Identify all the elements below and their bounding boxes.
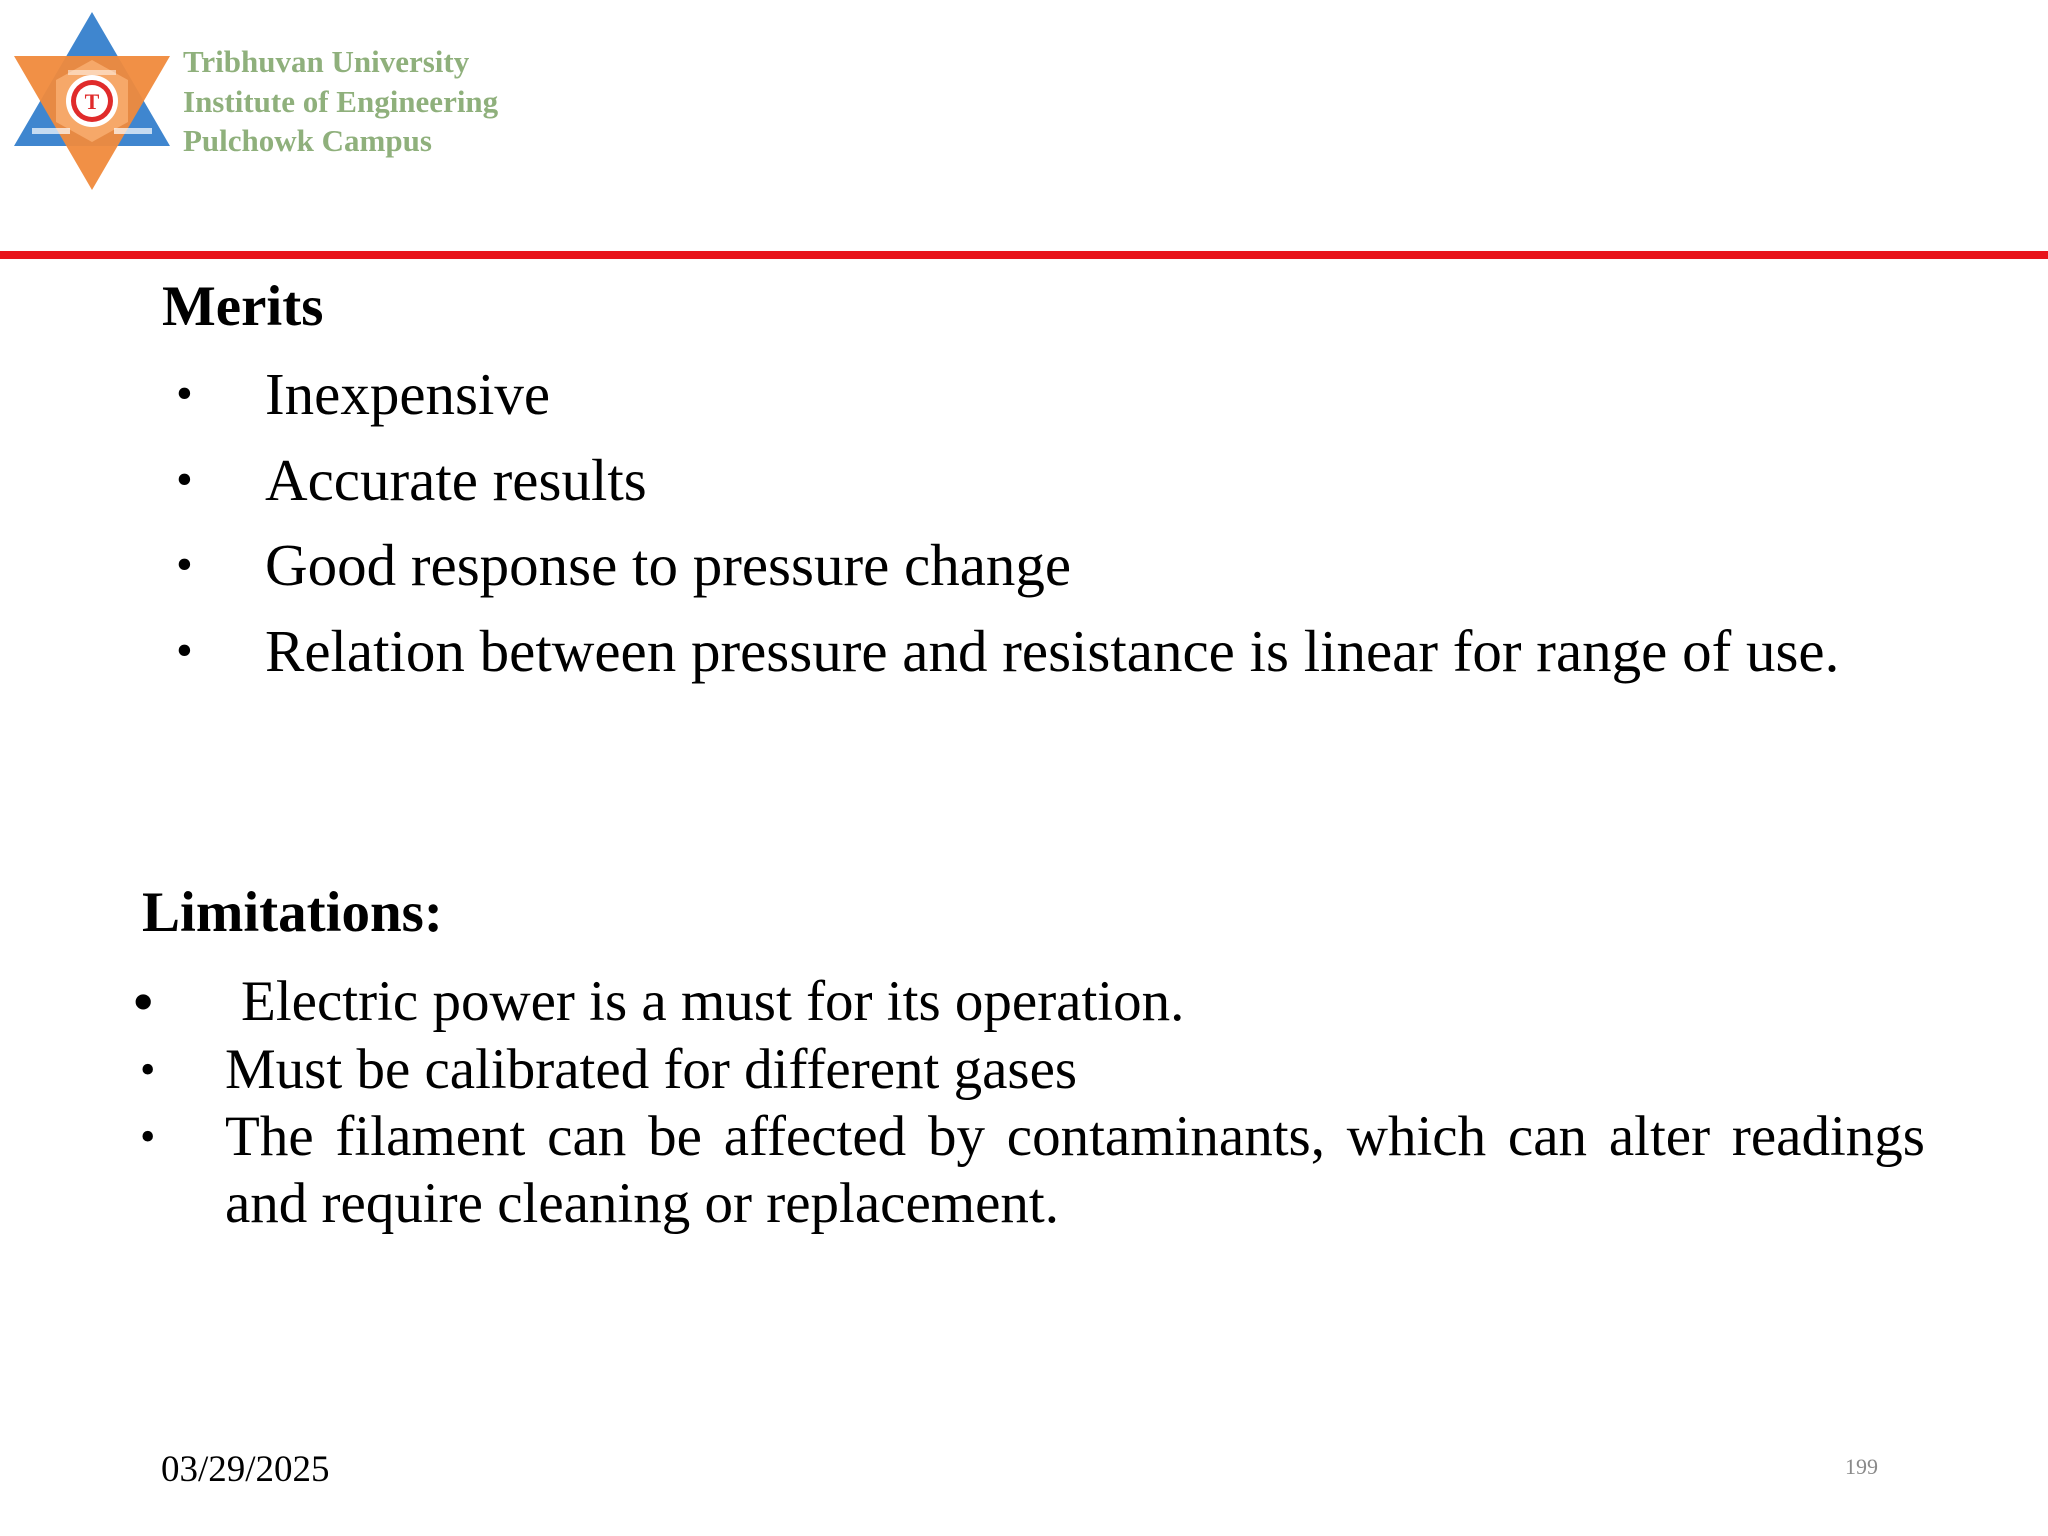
merit-item-text: Accurate results <box>265 447 647 513</box>
bullet: • <box>132 966 155 1037</box>
bullet: • <box>176 624 193 677</box>
bullet: • <box>176 538 193 591</box>
merit-item-text: Inexpensive <box>265 361 551 427</box>
limitation-item-text: Must be calibrated for different gases <box>225 1038 1078 1101</box>
merit-item-text: Good response to pressure change <box>265 532 1072 598</box>
university-name-block <box>183 42 498 161</box>
merit-item <box>0 445 2048 515</box>
limitation-item-text: The filament can be affected by contaminants, which can alter readings and require cleaning or replacement. <box>225 1105 1925 1235</box>
limitation-item-text: Electric power is a must for its operation. <box>241 970 1185 1033</box>
merit-item <box>0 530 2048 600</box>
university-name: Tribhuvan University <box>183 44 470 79</box>
bullet: • <box>176 453 193 506</box>
tribhuvan-university-logo-icon <box>12 10 172 192</box>
bullet: • <box>140 1112 156 1161</box>
merit-item <box>0 616 2048 686</box>
slide-page-number: 199 <box>1845 1454 1878 1479</box>
merit-item-text: Relation between pressure and resistance is linear for range of use. <box>265 618 1840 684</box>
merit-item <box>0 359 2048 429</box>
bullet: • <box>140 1045 156 1094</box>
svg-text:T: T <box>84 89 100 114</box>
limitation-item <box>0 1103 2048 1237</box>
slide-date: 03/29/2025 <box>161 1449 330 1490</box>
campus-name: Pulchowk Campus <box>183 123 432 158</box>
slide-header <box>0 0 2048 254</box>
limitation-item <box>0 1036 2048 1103</box>
limitations-heading: Limitations: <box>142 881 443 944</box>
bullet: • <box>176 367 193 420</box>
institute-name: Institute of Engineering <box>183 83 499 119</box>
header-divider <box>0 251 2048 259</box>
merits-heading: Merits <box>162 275 324 338</box>
limitation-item <box>0 968 2048 1035</box>
